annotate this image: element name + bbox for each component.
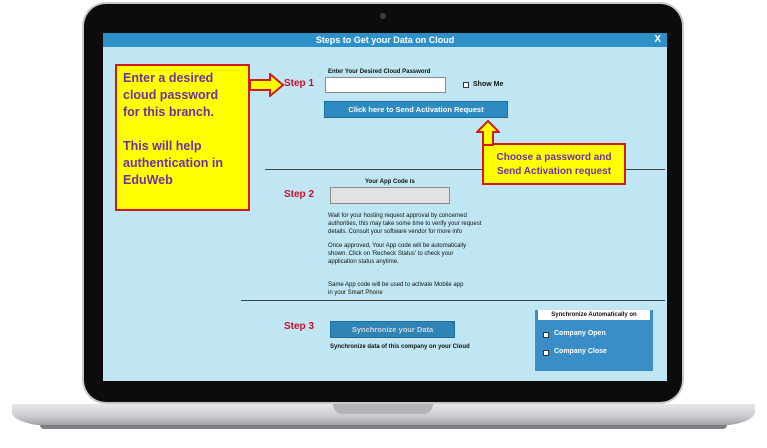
step2-label: Step 2 [284, 189, 315, 200]
sync-description: Synchronize data of this company on your Cloud [330, 344, 470, 350]
step3-label: Step 3 [284, 321, 315, 332]
divider-2 [241, 300, 665, 301]
company-close-label: Company Close [554, 348, 607, 355]
company-close-checkbox[interactable] [543, 350, 549, 356]
arrow-up-icon [476, 120, 500, 146]
webcam [380, 13, 386, 19]
app-code-field [330, 187, 450, 204]
send-activation-request-button[interactable]: Click here to Send Activation Request [324, 101, 508, 118]
laptop-foot [40, 425, 727, 429]
app-window [103, 33, 667, 381]
close-button[interactable]: X [654, 34, 661, 45]
cloud-password-input[interactable] [325, 77, 446, 93]
step1-label: Step 1 [284, 78, 315, 89]
laptop-notch [333, 404, 433, 414]
window-title: Steps to Get your Data on Cloud [315, 35, 455, 45]
password-field-label: Enter Your Desired Cloud Password [328, 69, 431, 75]
activation-hint-callout: Choose a password and Send Activation request [482, 143, 626, 185]
sync-panel-title: Synchronize Automatically on [538, 310, 650, 320]
password-hint-callout: Enter a desired cloud password for this branch. This will help authentication in EduWeb [115, 64, 250, 211]
company-open-label: Company Open [554, 330, 606, 337]
company-open-checkbox[interactable] [543, 332, 549, 338]
show-me-label: Show Me [473, 81, 504, 88]
arrow-right-icon [250, 73, 284, 97]
step2-description-2: Once approved, Your App code will be automatically shown. Click on 'Recheck Status' to check your application status anytime. [328, 243, 467, 265]
title-bar [103, 33, 667, 47]
synchronize-data-button[interactable]: Synchronize your Data [330, 321, 455, 338]
app-code-label: Your App Code is [365, 179, 415, 185]
step2-description-3: Same App code will be used to activate Mobile app in your Smart Phone [328, 282, 464, 296]
step2-description-1: Wait for your hosting request approval by concerned authorities, this may take some time to verify your request details. Consult your software vendor for more info [328, 213, 482, 235]
show-me-checkbox[interactable] [463, 82, 469, 88]
